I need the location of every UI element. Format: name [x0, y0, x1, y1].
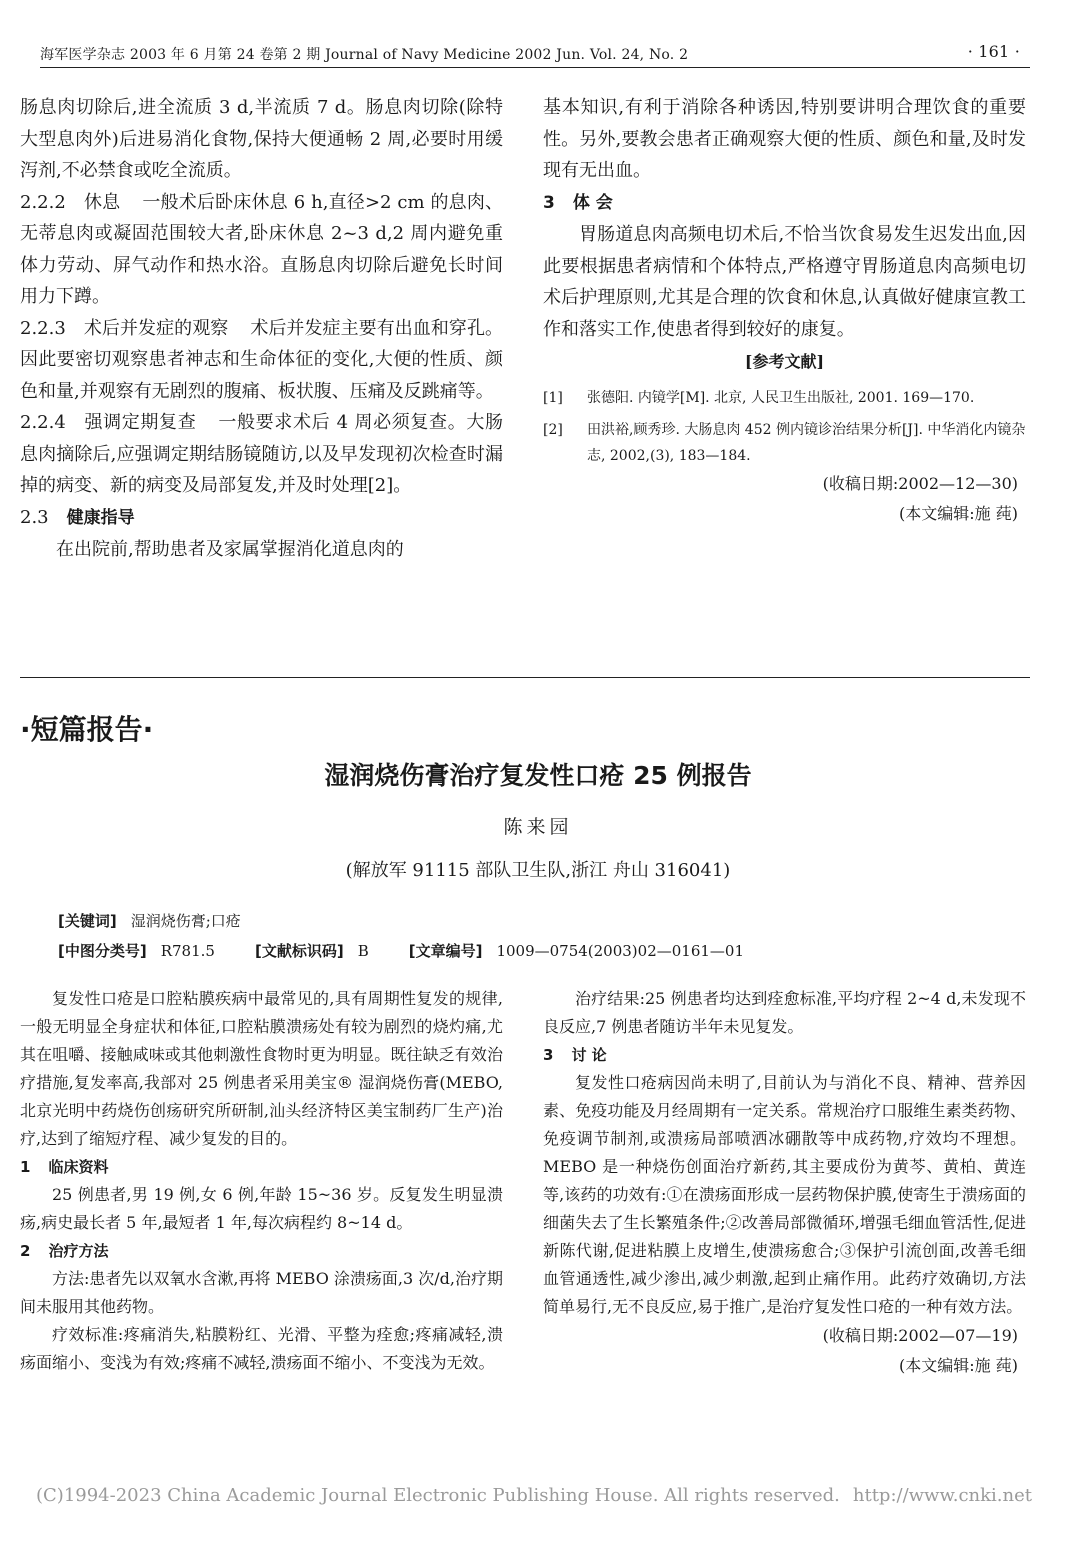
article-separator-rule [20, 677, 1030, 678]
clc-label: [中图分类号] [58, 942, 147, 960]
reference-item [543, 385, 1026, 411]
reference-text: 张德阳. 内镜学[M]. 北京, 人民卫生出版社, 2001. 169—170. [587, 390, 975, 406]
article-right-column [543, 985, 1026, 1381]
subsection-number: 2.2.2 [20, 191, 66, 213]
paragraph: 复发性口疮病因尚未明了,目前认为与消化不良、精神、营养因素、免疫功能及月经周期有一定关系。常规治疗口服维生素类药物、免疫调节制剂,或溃疡局部喷洒冰硼散等中成药物,疗效均不理想。MEBO 是一种烧伤创面治疗新药,其主要成份为黄芩、黄柏、黄连等,该药的功效有:①在溃疡面形成一层药物保护膜,使寄生于溃疡面的细菌失去了生长繁殖条件;②改善局部微循环,增强毛细血管活性,促进新陈代谢,促进粘膜上皮增生,使溃疡愈合;③保护引流创面,改善毛细血管通透性,减少渗出,减少刺激,起到止痛作用。此药疗效确切,方法简单易行,无不良反应,易于推广,是治疗复发性口疮的一种有效方法。 [543, 1073, 1026, 1316]
subsection-number: 2.2.4 [20, 412, 66, 433]
subsection-complications [20, 313, 503, 408]
reference-number: [1] [543, 390, 563, 406]
header-rule [40, 67, 1030, 68]
editor-note: (本文编辑:施 莼) [899, 1356, 1018, 1375]
paragraph: 治疗结果:25 例患者均达到痊愈标准,平均疗程 2~4 d,未发现不良反应,7 例患者随访半年未见复发。 [543, 989, 1026, 1036]
subsection-title: 休息 [83, 191, 121, 213]
paragraph: 在出院前,帮助患者及家属掌握消化道息肉的 [56, 539, 404, 560]
section-title: 体 会 [572, 192, 613, 213]
section-number: 3 [543, 192, 555, 213]
section-heading-treatment [20, 1237, 503, 1265]
article-title: 湿润烧伤膏治疗复发性口疮 25 例报告 [324, 761, 752, 790]
paragraph: 25 例患者,男 19 例,女 6 例,年龄 15~36 岁。反复发生明显溃疡,病史最长者 5 年,最短者 1 年,每次病程约 8~14 d。 [20, 1185, 503, 1232]
received-date: (收稿日期:2002—07—19) [822, 1326, 1018, 1345]
section-heading-experience [543, 187, 1026, 220]
classification-line [58, 940, 744, 961]
section-number: 2 [20, 1242, 31, 1260]
subsection-text: 一般要求术后 4 周必须复查。大肠息肉摘除后,应强调定期结肠镜随访,以及早发现初次检查时漏掉的病变、新的病变及局部复发,并及时处理[2]。 [20, 412, 503, 496]
subsection-title: 术后并发症的观察 [83, 317, 229, 339]
reference-text: 田洪裕,顾秀珍. 大肠息肉 452 例内镜诊治结果分析[J]. 中华消化内镜杂志, 2002,(3), 183—184. [587, 422, 1026, 464]
reference-number: [2] [543, 422, 563, 438]
section-heading-discussion [543, 1041, 1026, 1069]
keywords-line [58, 910, 241, 931]
subsection-followup [20, 407, 503, 502]
paragraph: 方法:患者先以双氧水含漱,再将 MEBO 涂溃疡面,3 次/d,治疗期间未服用其他药物。 [20, 1269, 503, 1316]
subsection-number: 2.2.3 [20, 317, 66, 339]
paragraph: 疗效标准:疼痛消失,粘膜粉红、光滑、平整为痊愈;疼痛减轻,溃疡面缩小、变浅为有效;疼痛不减轻,溃疡面不缩小、不变浅为无效。 [20, 1325, 503, 1372]
paragraph: 胃肠道息肉高频电切术后,不恰当饮食易发生迟发出血,因此要根据患者病情和个体特点,严格遵守胃肠道息肉高频电切术后护理原则,尤其是合理的饮食和休息,认真做好健康宣教工作和落实工作,使患者得到较好的康复。 [543, 224, 1026, 340]
column-label: ·短篇报告· [20, 713, 154, 746]
doc-code-value: B [357, 942, 369, 960]
running-header [40, 40, 1030, 66]
section-heading-health-guidance [20, 502, 503, 535]
keywords-label: [关键词] [58, 912, 117, 930]
footer-url[interactable]: http://www.cnki.net [852, 1485, 1032, 1506]
clc-value: R781.5 [160, 942, 215, 960]
page-number: · 161 · [967, 42, 1020, 61]
prev-article-left-column [20, 92, 503, 566]
article-left-column [20, 985, 503, 1377]
journal-running-head: 海军医学杂志 2003 年 6 月第 24 卷第 2 期 Journal of Navy Medicine 2002 Jun. Vol. 24, No. 2 [40, 47, 689, 63]
doc-code-label: [文献标识码] [254, 942, 344, 960]
subsection-text: 一般术后卧床休息 6 h,直径>2 cm 的息肉、无蒂息肉或凝固范围较大者,卧床休息 2~3 d,2 周内避免重体力劳动、屏气动作和热水浴。直肠息肉切除后避免长时间用力下蹲。 [20, 191, 504, 307]
subsection-rest [20, 187, 503, 313]
section-title: 健康指导 [66, 507, 135, 528]
copyright-footer [36, 1485, 1036, 1506]
received-date: (收稿日期:2002—12—30) [822, 474, 1018, 493]
section-title: 讨 论 [571, 1046, 607, 1064]
paragraph: 肠息肉切除后,进全流质 3 d,半流质 7 d。肠息肉切除(除特大型息肉外)后进易消化食物,保持大便通畅 2 周,必要时用缓泻剂,不必禁食或吃全流质。 [20, 97, 503, 181]
section-number: 2.3 [20, 506, 49, 528]
article-number-label: [文章编号] [408, 942, 483, 960]
copyright-text: (C)1994-2023 China Academic Journal Electronic Publishing House. All rights reserved. [36, 1485, 840, 1506]
subsection-text: 术后并发症主要有出血和穿孔。因此要密切观察患者神志和生命体征的变化,大便的性质、颜色和量,并观察有无剧烈的腹痛、板状腹、压痛及反跳痛等。 [20, 317, 504, 402]
author-affiliation: (解放军 91115 部队卫生队,浙江 舟山 316041) [345, 860, 731, 881]
article-author: 陈来园 [503, 816, 573, 838]
section-number: 3 [543, 1046, 554, 1064]
paragraph-intro: 复发性口疮是口腔粘膜疾病中最常见的,具有周期性复发的规律,一般无明显全身症状和体征,口腔粘膜溃疡处有较为剧烈的烧灼痛,尤其在咀嚼、接触咸味或其他刺激性食物时更为明显。既往缺乏有效治疗措施,复发率高,我部对 25 例患者采用美宝® 湿润烧伤膏(MEBO,北京光明中药烧伤创疡研究所研制,汕头经济特区美宝制药厂生产)治疗,达到了缩短疗程、减少复发的目的。 [20, 989, 503, 1148]
prev-article-right-column [543, 92, 1026, 529]
keywords-value: 湿润烧伤膏;口疮 [130, 912, 241, 930]
references-heading: [参考文献] [744, 352, 825, 371]
editor-note: (本文编辑:施 莼) [899, 504, 1018, 523]
section-number: 1 [20, 1158, 31, 1176]
section-heading-clinical-data [20, 1153, 503, 1181]
section-title: 治疗方法 [48, 1242, 109, 1260]
section-title: 临床资料 [48, 1158, 109, 1176]
subsection-title: 强调定期复查 [83, 412, 197, 433]
paragraph: 基本知识,有利于消除各种诱因,特别要讲明合理饮食的重要性。另外,要教会患者正确观察大便的性质、颜色和量,及时发现有无出血。 [543, 97, 1026, 181]
article-number-value: 1009—0754(2003)02—0161—01 [496, 942, 745, 960]
reference-item [543, 417, 1026, 469]
